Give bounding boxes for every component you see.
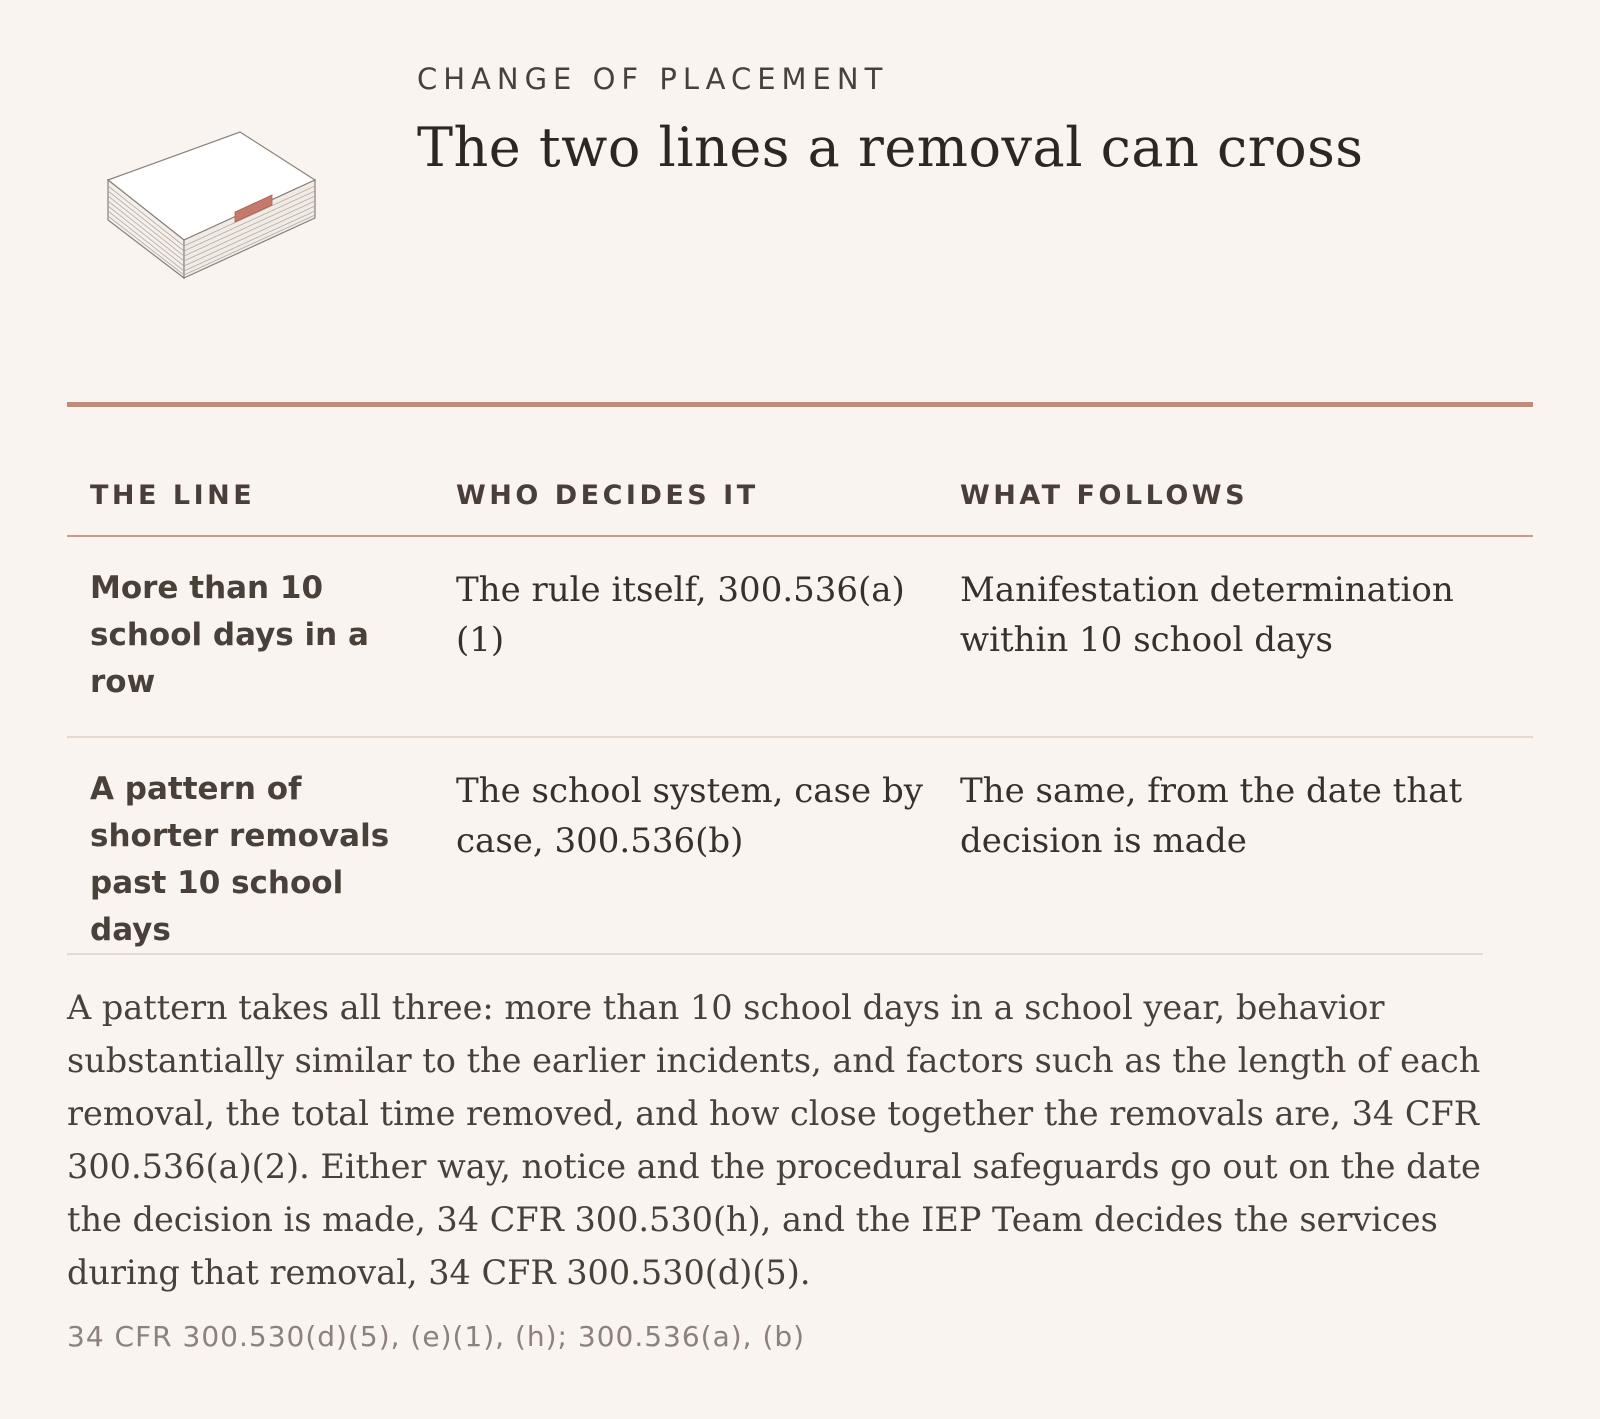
table-row (67, 737, 1533, 984)
section-eyebrow: CHANGE OF PLACEMENT (417, 62, 889, 96)
page-title: The two lines a removal can cross (417, 116, 1364, 179)
column-header-follows: WHAT FOLLOWS (937, 458, 1533, 536)
cell-line: More than 10 school days in a row (67, 536, 433, 737)
table-header-row (67, 458, 1533, 536)
column-header-line: THE LINE (67, 458, 433, 536)
accent-rule (67, 402, 1533, 407)
cell-line: A pattern of shorter removals past 10 school days (90, 771, 390, 948)
removal-lines-table (67, 458, 1533, 984)
explanation-paragraph: A pattern takes all three: more than 10 school days in a school year, behavior substantially similar to the earlier incidents, and factors such as the length of each removal, the total time removed, and how close together the removals are, 34 CFR 300.536(a)(2). Either way, notice and the procedural safeguards go out on the date the decision is made, 34 CFR 300.530(h), and the IEP Team decides the services during that removal, 34 CFR 300.530(d)(5). (67, 988, 1481, 1292)
cell-who: The school system, case by case, 300.536(b) (456, 771, 923, 861)
stack-of-papers-icon (100, 128, 320, 288)
table-row (67, 536, 1533, 737)
source-citation: 34 CFR 300.530(d)(5), (e)(1), (h); 300.536(a), (b) (67, 1320, 806, 1353)
cell-follows: The same, from the date that decision is made (960, 771, 1463, 861)
section-divider (67, 953, 1483, 955)
cell-who: The rule itself, 300.536(a)(1) (433, 536, 937, 737)
column-header-who: WHO DECIDES IT (433, 458, 937, 536)
cell-follows: Manifestation determination within 10 school days (937, 536, 1533, 737)
